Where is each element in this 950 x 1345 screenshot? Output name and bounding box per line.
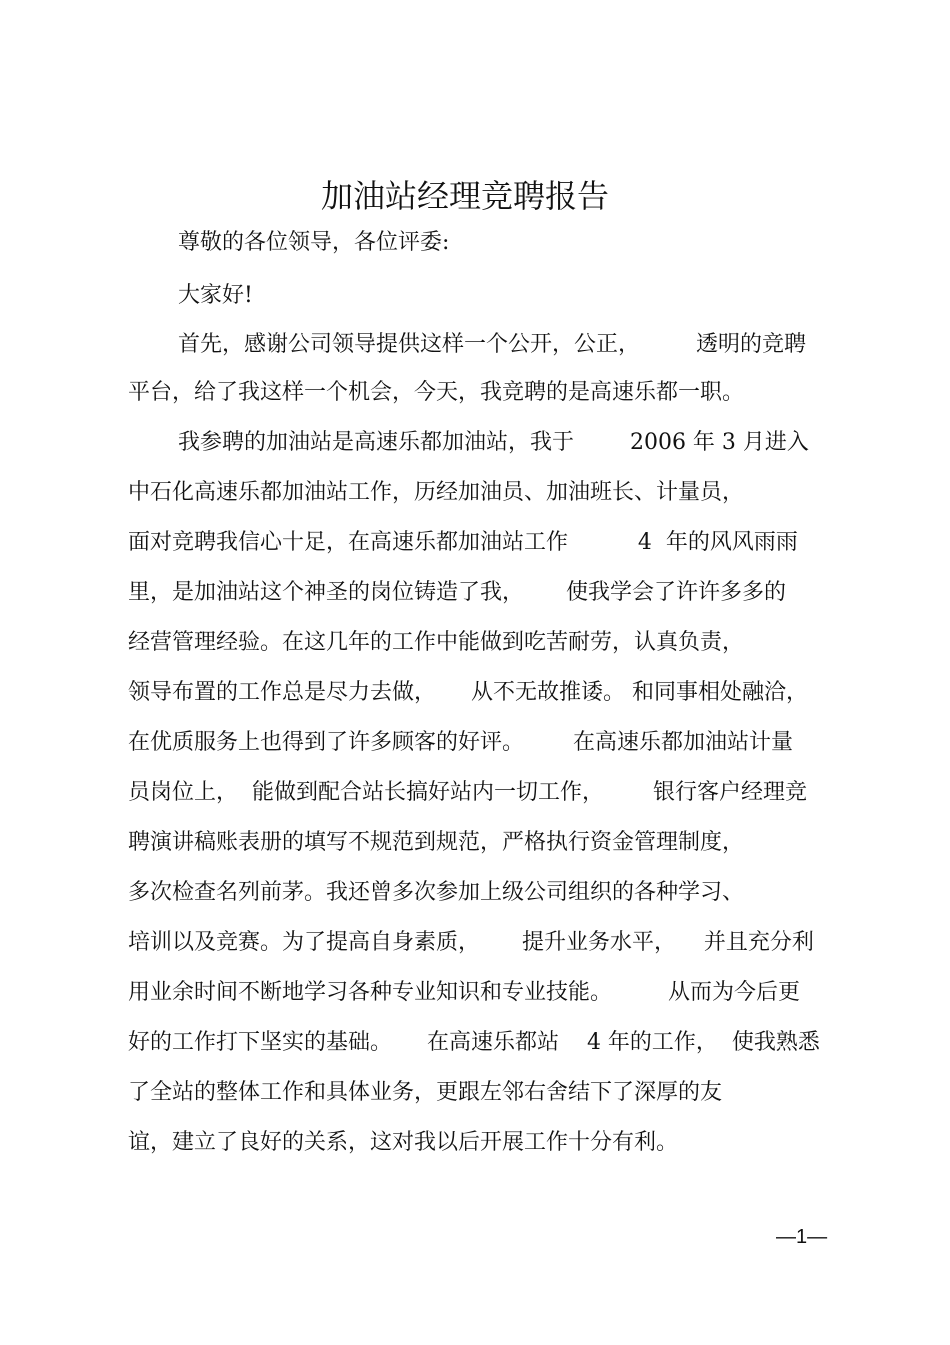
body-line: 里，是加油站这个神圣的岗位铸造了我， 使我学会了许许多多的: [128, 580, 786, 605]
body-line: 了全站的整体工作和具体业务，更跟左邻右舍结下了深厚的友: [128, 1080, 723, 1105]
body-line: 在优质服务上也得到了许多顾客的好评。 在高速乐都加油站计量: [128, 730, 793, 755]
body-line: 首先，感谢公司领导提供这样一个公开，公正， 透明的竞聘: [178, 332, 806, 357]
body-line: 培训以及竞赛。为了提高自身素质， 提升业务水平， 并且充分利: [128, 930, 814, 955]
body-line: 中石化高速乐都加油站工作，历经加油员、加油班长、计量员，: [128, 480, 745, 505]
body-line: 平台，给了我这样一个机会，今天，我竞聘的是高速乐都一职。: [128, 380, 745, 405]
body-line: 谊，建立了良好的关系，这对我以后开展工作十分有利。: [128, 1130, 679, 1155]
body-line: 聘演讲稿账表册的填写不规范到规范，严格执行资金管理制度，: [128, 830, 745, 855]
body-line: 多次检查名列前茅。我还曾多次参加上级公司组织的各种学习、: [128, 880, 745, 905]
body-line: 我参聘的加油站是高速乐都加油站，我于 2006 年 3 月进入: [178, 430, 809, 455]
body-line: 员岗位上， 能做到配合站长搞好站内一切工作， 银行客户经理竞: [128, 780, 807, 805]
body-line: 领导布置的工作总是尽力去做， 从不无故推诿。 和同事相处融洽，: [128, 680, 808, 705]
body-line: 用业余时间不断地学习各种专业知识和专业技能。 从而为今后更: [128, 980, 800, 1005]
page-number: —1—: [776, 1226, 828, 1248]
greeting-line: 大家好!: [178, 283, 253, 308]
body-line: 经营管理经验。在这几年的工作中能做到吃苦耐劳，认真负责，: [128, 630, 745, 655]
body-line: 面对竞聘我信心十足，在高速乐都加油站工作 4 年的风风雨雨: [128, 530, 798, 555]
document-title: 加油站经理竞聘报告: [320, 177, 609, 215]
salutation-line: 尊敬的各位领导，各位评委:: [178, 230, 450, 255]
body-line: 好的工作打下坚实的基础。 在高速乐都站 4 年的工作， 使我熟悉: [128, 1030, 820, 1055]
